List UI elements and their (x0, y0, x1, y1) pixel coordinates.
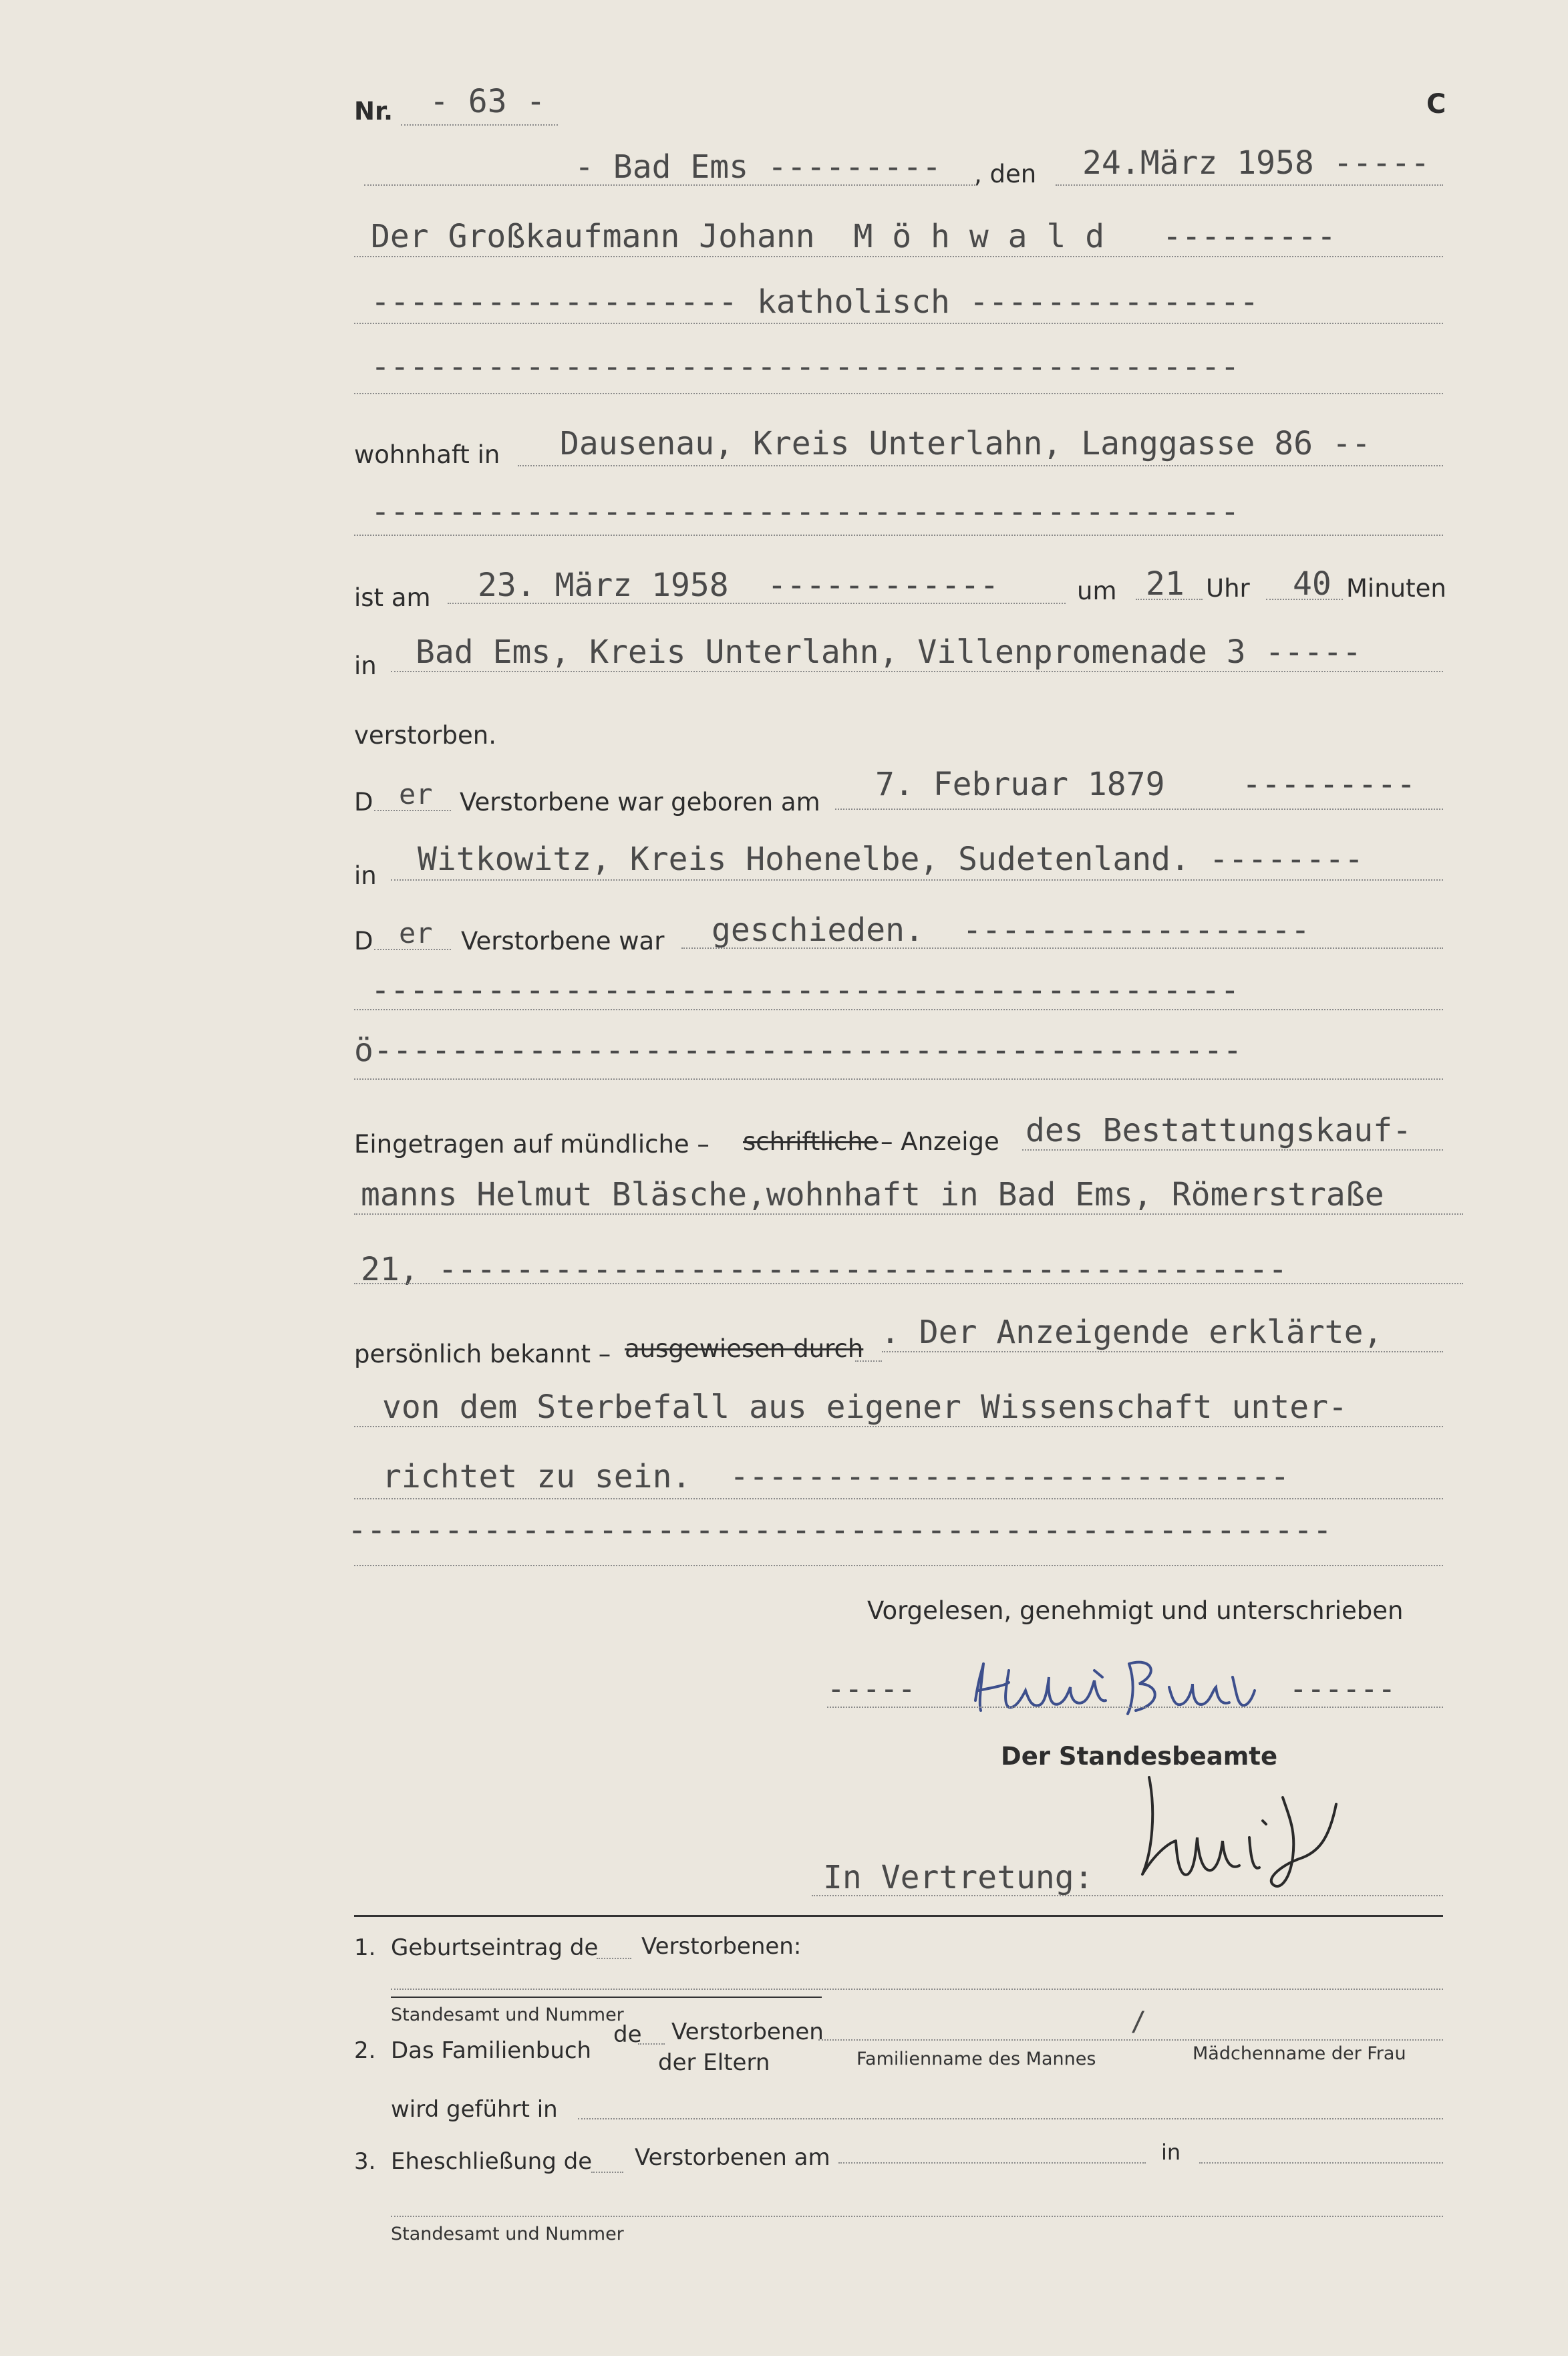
residence: Dausenau, Kreis Unterlahn, Langgasse 86 -- (560, 425, 1371, 462)
informant-line-3 (354, 1283, 1463, 1284)
marital-status: geschieden. ------------------ (712, 911, 1310, 949)
name-line (354, 256, 1443, 257)
item3-line (391, 2216, 1443, 2217)
item1-number: 1. (354, 1934, 376, 1961)
gender-line-1 (374, 810, 451, 811)
schriftliche-struck: schriftliche (743, 1127, 879, 1156)
death-date-line (448, 603, 1066, 604)
birth-place-line (391, 879, 1443, 881)
item3-tail: Verstorbenen am (635, 2144, 830, 2171)
informant-1: des Bestattungskauf- (1026, 1112, 1412, 1149)
item2-number: 2. (354, 2037, 376, 2064)
date-line (1056, 184, 1443, 186)
registrar-signature (1129, 1757, 1356, 1898)
blank-line-4-rule (354, 1078, 1443, 1080)
standesbeamte-label: Der Standesbeamte (1001, 1742, 1278, 1771)
blank-line-3: --------------------------------------------- (371, 972, 1240, 1009)
item3-number: 3. (354, 2148, 376, 2175)
item2-label: Das Familienbuch (391, 2037, 592, 2064)
status-line (681, 947, 1443, 949)
gender-suffix-1: er (399, 778, 433, 811)
informant-line-2 (354, 1213, 1463, 1215)
gender-suffix-2: er (399, 917, 433, 949)
born-label: Verstorbene war geboren am (460, 788, 820, 817)
eingetragen-label: Eingetragen auf mündliche – (354, 1130, 710, 1159)
item2-de: de (613, 2021, 642, 2048)
item1-label: Geburtseintrag de (391, 1934, 599, 1961)
signature-line (827, 1707, 1443, 1708)
blank-line-1: --------------------------------------------- (371, 348, 1240, 386)
item3-label: Eheschließung de (391, 2148, 593, 2175)
place-line (364, 184, 975, 186)
death-minutes: 40 (1293, 565, 1331, 603)
blank-line-5: --------------------------------------------------- (347, 1511, 1332, 1549)
item1-underline (391, 1997, 822, 1998)
statement-line-1 (882, 1351, 1443, 1352)
familienname-caption: Familienname des Mannes (856, 2049, 1096, 2069)
gefuehrt-line (578, 2118, 1443, 2119)
nr-line (401, 124, 558, 126)
blank-line-2-rule (354, 535, 1443, 536)
item1-line (391, 1989, 1443, 1990)
item1-de-line (597, 1958, 631, 1959)
corner-letter: C (1426, 89, 1446, 120)
item2-de-line (638, 2043, 665, 2045)
blank-line-2: --------------------------------------------- (371, 493, 1240, 531)
blank-line-3-rule (354, 1009, 1443, 1010)
statement-line-3 (354, 1498, 1443, 1499)
um-label: um (1077, 577, 1117, 605)
item3-de-line (591, 2172, 623, 2173)
wohnhaft-label: wohnhaft in (354, 440, 500, 469)
ist-am-label: ist am (354, 583, 431, 612)
gefuehrt-label: wird geführt in (391, 2096, 558, 2123)
d-label-2: D (354, 927, 373, 955)
blank-line-1-rule (354, 393, 1443, 394)
in-vertretung-label: In Vertretung: (823, 1859, 1094, 1896)
anzeige-label: – Anzeige (881, 1127, 999, 1156)
signature-right-dashes: ------ (1289, 1672, 1396, 1706)
statement-3: richtet zu sein. ----------------------------- (382, 1458, 1290, 1495)
gender-line-2 (374, 949, 451, 950)
nr-label: Nr. (354, 97, 393, 126)
vertretung-line (812, 1895, 1443, 1896)
statement-line-2 (354, 1426, 1443, 1427)
registry-date: 24.März 1958 ----- (1082, 144, 1430, 182)
standesamt-caption-2: Standesamt und Nummer (391, 2224, 624, 2244)
informant-signature (969, 1650, 1283, 1724)
status-label: Verstorbene war (461, 927, 665, 955)
footer-rule (354, 1915, 1443, 1917)
death-place: Bad Ems, Kreis Unterlahn, Villenpromenade 3 ----- (416, 633, 1362, 671)
uhr-label: Uhr (1206, 574, 1250, 603)
bekannt-label: persönlich bekannt – (354, 1340, 611, 1368)
blank-line-5-rule (354, 1565, 1443, 1566)
item3-place-line (1199, 2162, 1443, 2164)
maedchenname-caption: Mädchenname der Frau (1193, 2043, 1406, 2064)
registry-place: - Bad Ems --------- (575, 148, 942, 186)
deceased-name: Der Großkaufmann Johann M ö h w a l d --------- (371, 218, 1336, 255)
birth-date: 7. Februar 1879 --------- (875, 766, 1416, 803)
verstorben-label: verstorben. (354, 721, 496, 750)
item3-in: in (1161, 2140, 1181, 2165)
informant-2: manns Helmut Bläsche,wohnhaft in Bad Ems, Römerstraße (361, 1176, 1384, 1213)
den-label: , den (974, 160, 1037, 188)
statement-2: von dem Sterbefall aus eigener Wissenschaft unter- (382, 1388, 1348, 1426)
d-label-1: D (354, 788, 373, 817)
vorgelesen-text: Vorgelesen, genehmigt und unterschrieben (867, 1596, 1404, 1625)
in-label-1: in (354, 651, 377, 680)
birth-place: Witkowitz, Kreis Hohenelbe, Sudetenland. -------- (418, 841, 1364, 878)
bekannt-line (855, 1360, 882, 1362)
item2-eltern: der Eltern (658, 2049, 770, 2076)
informant-line-1 (1022, 1149, 1443, 1151)
item1-tail: Verstorbenen: (641, 1933, 802, 1960)
statement-1: . Der Anzeigende erklärte, (881, 1314, 1383, 1351)
item3-date-line (838, 2162, 1146, 2164)
minuten-label: Minuten (1346, 574, 1446, 603)
religion-line (354, 323, 1443, 324)
item2-line (818, 2039, 1443, 2041)
item2-slash: / (1130, 2007, 1147, 2037)
death-hour: 21 (1146, 565, 1185, 603)
hour-line (1136, 599, 1203, 600)
ausgewiesen-struck: ausgewiesen durch (625, 1334, 864, 1363)
item2-verstorbenen: Verstorbenen (671, 2019, 824, 2045)
death-date: 23. März 1958 ------------ (478, 567, 999, 604)
birth-date-line (835, 808, 1443, 810)
death-place-line (391, 671, 1443, 672)
standesamt-caption-1: Standesamt und Nummer (391, 2005, 624, 2025)
informant-3: 21, -------------------------------------------- (361, 1251, 1288, 1288)
minutes-line (1266, 599, 1343, 600)
signature-left-dashes: ----- (827, 1672, 916, 1706)
in-label-2: in (354, 861, 377, 890)
residence-line (518, 465, 1443, 466)
entry-number: - 63 - (430, 83, 546, 120)
religion: ------------------- katholisch --------------- (371, 283, 1259, 321)
blank-line-4: ö--------------------------------------------- (354, 1032, 1243, 1069)
